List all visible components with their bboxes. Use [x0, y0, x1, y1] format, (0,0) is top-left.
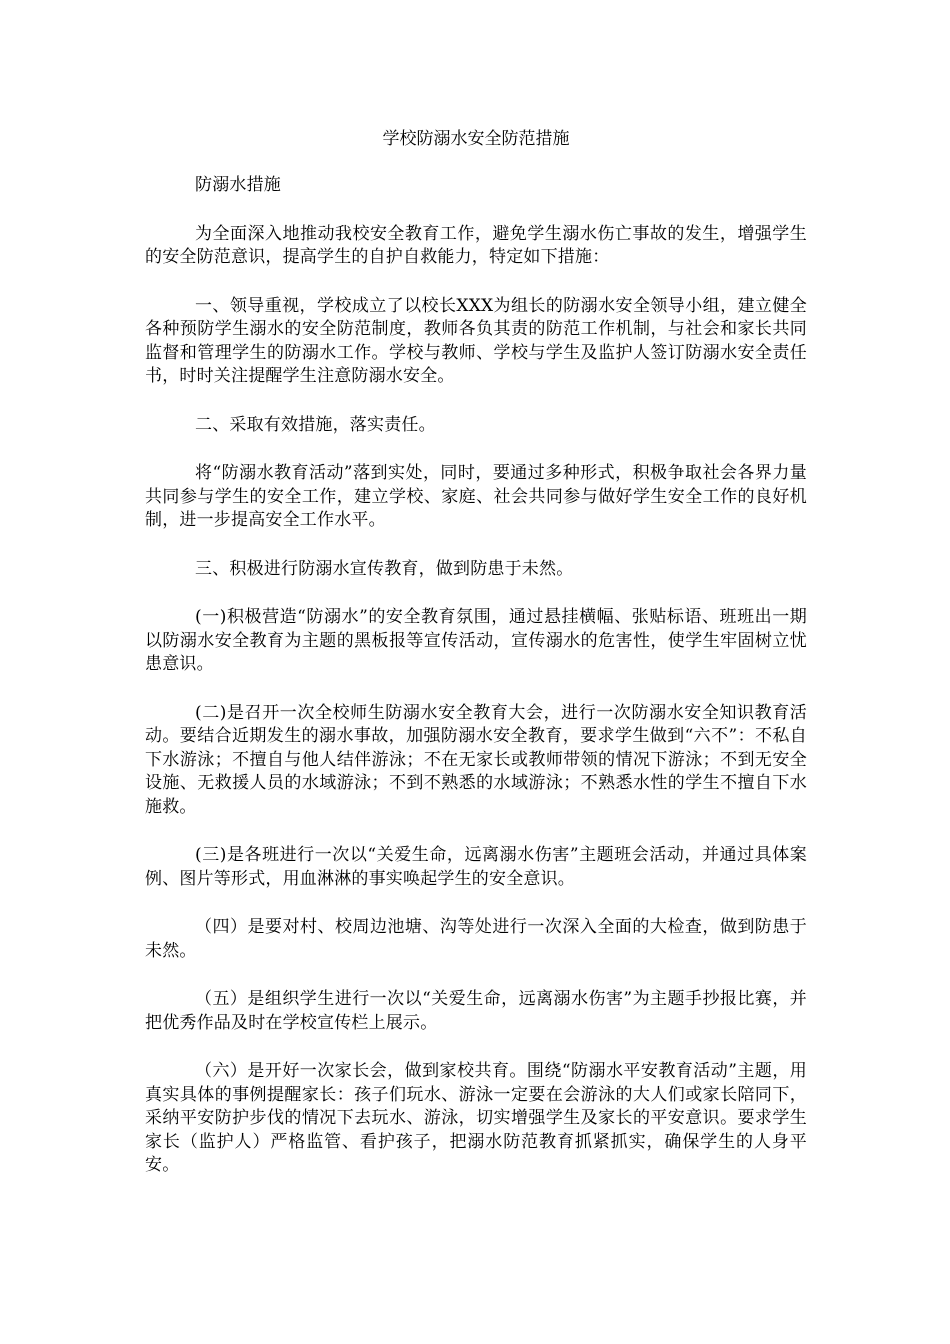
- paragraph-leadership: 一、领导重视，学校成立了以校长XXX为组长的防溺水安全领导小组，建立健全各种预防学生溺水的安全防范制度，教师各负其责的防范工作机制，与社会和家长共同监督和管理学生的防溺水工作。学校与教师、学校与学生及监护人签订防溺水安全责任书，时时关注提醒学生注意防溺水安全。: [145, 295, 807, 386]
- section-heading: 防溺水措施: [195, 175, 281, 195]
- intro-paragraph: 为全面深入地推动我校安全教育工作，避免学生溺水伤亡事故的发生，增强学生的安全防范意识，提高学生的自护自救能力，特定如下措施：: [145, 223, 807, 267]
- paragraph-item-4: （四）是要对村、校周边池塘、沟等处进行一次深入全面的大检查，做到防患于未然。: [145, 917, 807, 961]
- paragraph-item-5: （五）是组织学生进行一次以“关爱生命，远离溺水伤害”为主题手抄报比赛，并把优秀作品及时在学校宣传栏上展示。: [145, 989, 807, 1033]
- paragraph-item-2: (二)是召开一次全校师生防溺水安全教育大会，进行一次防溺水安全知识教育活动。要结合近期发生的溺水事故，加强防溺水安全教育，要求学生做到“六不”：不私自下水游泳；不擅自与他人结伴游泳；不在无家长或教师带领的情况下游泳；不到无安全设施、无救援人员的水域游泳；不到不熟悉的水域游泳；不熟悉水性的学生不擅自下水施救。: [145, 702, 807, 817]
- paragraph-item-3: (三)是各班进行一次以“关爱生命，远离溺水伤害”主题班会活动，并通过具体案例、图片等形式，用血淋淋的事实唤起学生的安全意识。: [145, 845, 807, 889]
- document-body: [145, 125, 807, 1203]
- paragraph-education-heading: 三、积极进行防溺水宣传教育，做到防患于未然。: [195, 558, 574, 579]
- paragraph-measures: 将“防溺水教育活动”落到实处，同时，要通过多种形式，积极争取社会各界力量共同参与学生的安全工作，建立学校、家庭、社会共同参与做好学生安全工作的良好机制，进一步提高安全工作水平。: [145, 463, 807, 530]
- paragraph-item-1: (一)积极营造“防溺水”的安全教育氛围，通过悬挂横幅、张贴标语、班班出一期以防溺水安全教育为主题的黑板报等宣传活动，宣传溺水的危害性，使学生牢固树立忧患意识。: [145, 607, 807, 674]
- paragraph-item-6: （六）是开好一次家长会，做到家校共育。围绕“防溺水平安教育活动”主题，用真实具体的事例提醒家长：孩子们玩水、游泳一定要在会游泳的大人们或家长陪同下，采纳平安防护步伐的情况下去玩水、游泳，切实增强学生及家长的平安意识。要求学生家长（监护人）严格监管、看护孩子，把溺水防范教育抓紧抓实，确保学生的人身平安。: [145, 1061, 807, 1175]
- paragraph-measures-heading: 二、采取有效措施，落实责任。: [195, 414, 436, 435]
- document-title: 学校防溺水安全防范措施: [382, 129, 570, 149]
